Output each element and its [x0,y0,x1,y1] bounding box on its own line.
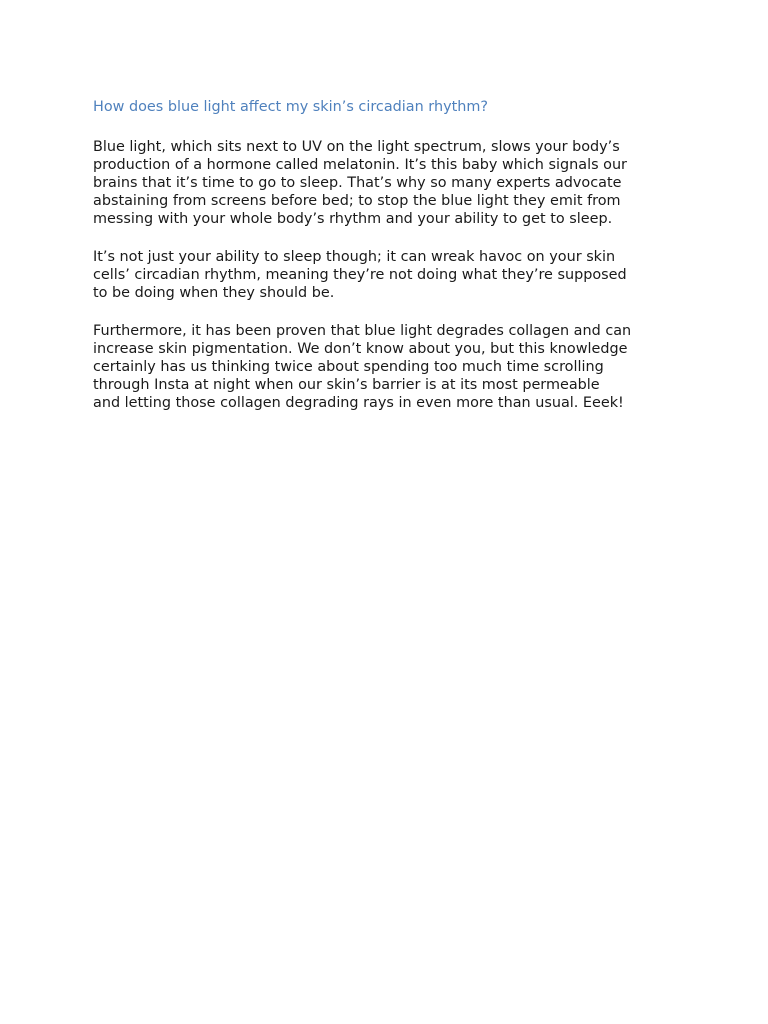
text-line: and letting those collagen degrading rays in even more than usual. Eeek! [93,395,624,411]
text-line: Blue light, which sits next to UV on the light spectrum, slows your body’s [93,139,620,155]
text-line: certainly has us thinking twice about spending too much time scrolling [93,359,604,375]
text-line: production of a hormone called melatonin. It’s this baby which signals our [93,157,627,173]
text-line: abstaining from screens before bed; to stop the blue light they emit from [93,193,621,209]
text-line: to be doing when they should be. [93,285,335,301]
text-line: Furthermore, it has been proven that blue light degrades collagen and can [93,323,632,339]
paragraph-blue-light [93,138,683,228]
text-line: through Insta at night when our skin’s barrier is at its most permeable [93,377,600,393]
text-line: messing with your whole body’s rhythm and your ability to get to sleep. [93,211,613,227]
paragraph-skin-cells [93,248,683,302]
text-line: It’s not just your ability to sleep though; it can wreak havoc on your skin [93,249,616,265]
section-heading: How does blue light affect my skin’s circadian rhythm? [93,99,489,115]
text-line: cells’ circadian rhythm, meaning they’re not doing what they’re supposed [93,267,627,283]
paragraph-collagen [93,322,683,412]
text-line: brains that it’s time to go to sleep. That’s why so many experts advocate [93,175,622,191]
text-line: increase skin pigmentation. We don’t know about you, but this knowledge [93,341,628,357]
document-body [93,96,683,432]
